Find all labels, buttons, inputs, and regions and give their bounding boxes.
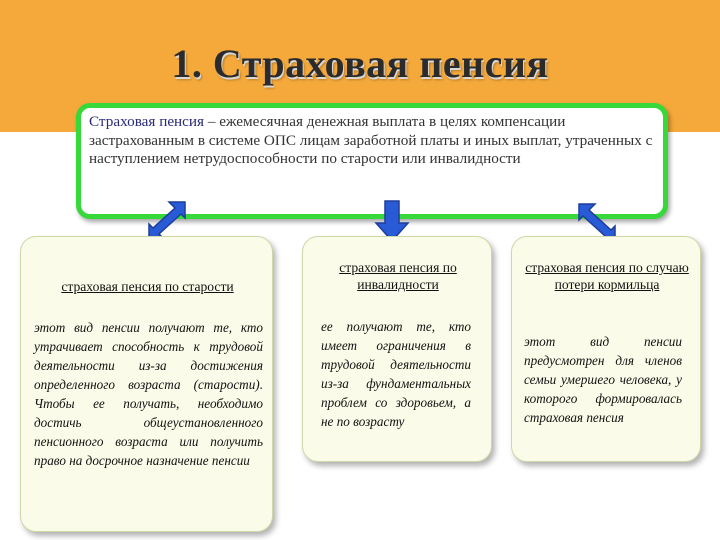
card-body: ее получают те, кто имеет ограничения в трудовой деятельности из-за фундаментальных проблем со здоровьем, а не по возрасту (321, 319, 471, 429)
card-body: этот вид пенсии получают те, кто утрачивает способность к трудовой деятельности из-за достижения определенного возраста (старости). Чтобы ее получать, необходимо достичь общеустановленного пенсионного возраста или получить право на досрочное назначение пенсии (34, 320, 263, 468)
definition-body: – ежемесячная денежная выплата в целях компенсации застрахованным в системе ОПС лицам заработной платы и иных выплат, утраченных с наступлением нетрудоспособности по старости или инвалидности (89, 113, 653, 167)
arrow-left-icon (143, 198, 189, 240)
card-old-age-pension (20, 236, 273, 532)
card-heading: страховая пенсия по случаю потери кормильца (525, 260, 689, 292)
definition-text (89, 113, 655, 169)
card-heading: страховая пенсия по инвалидности (339, 260, 457, 292)
definition-term: Страховая пенсия (89, 113, 205, 130)
slide-title: 1. Страховая пенсия (171, 41, 549, 86)
card-body: этот вид пенсии предусмотрен для членов семьи умершего человека, у которого формировалась страховая пенсия (524, 334, 682, 425)
card-survivor-pension (511, 236, 701, 462)
card-disability-pension (302, 236, 492, 462)
card-heading: страховая пенсия по старости (61, 279, 234, 294)
